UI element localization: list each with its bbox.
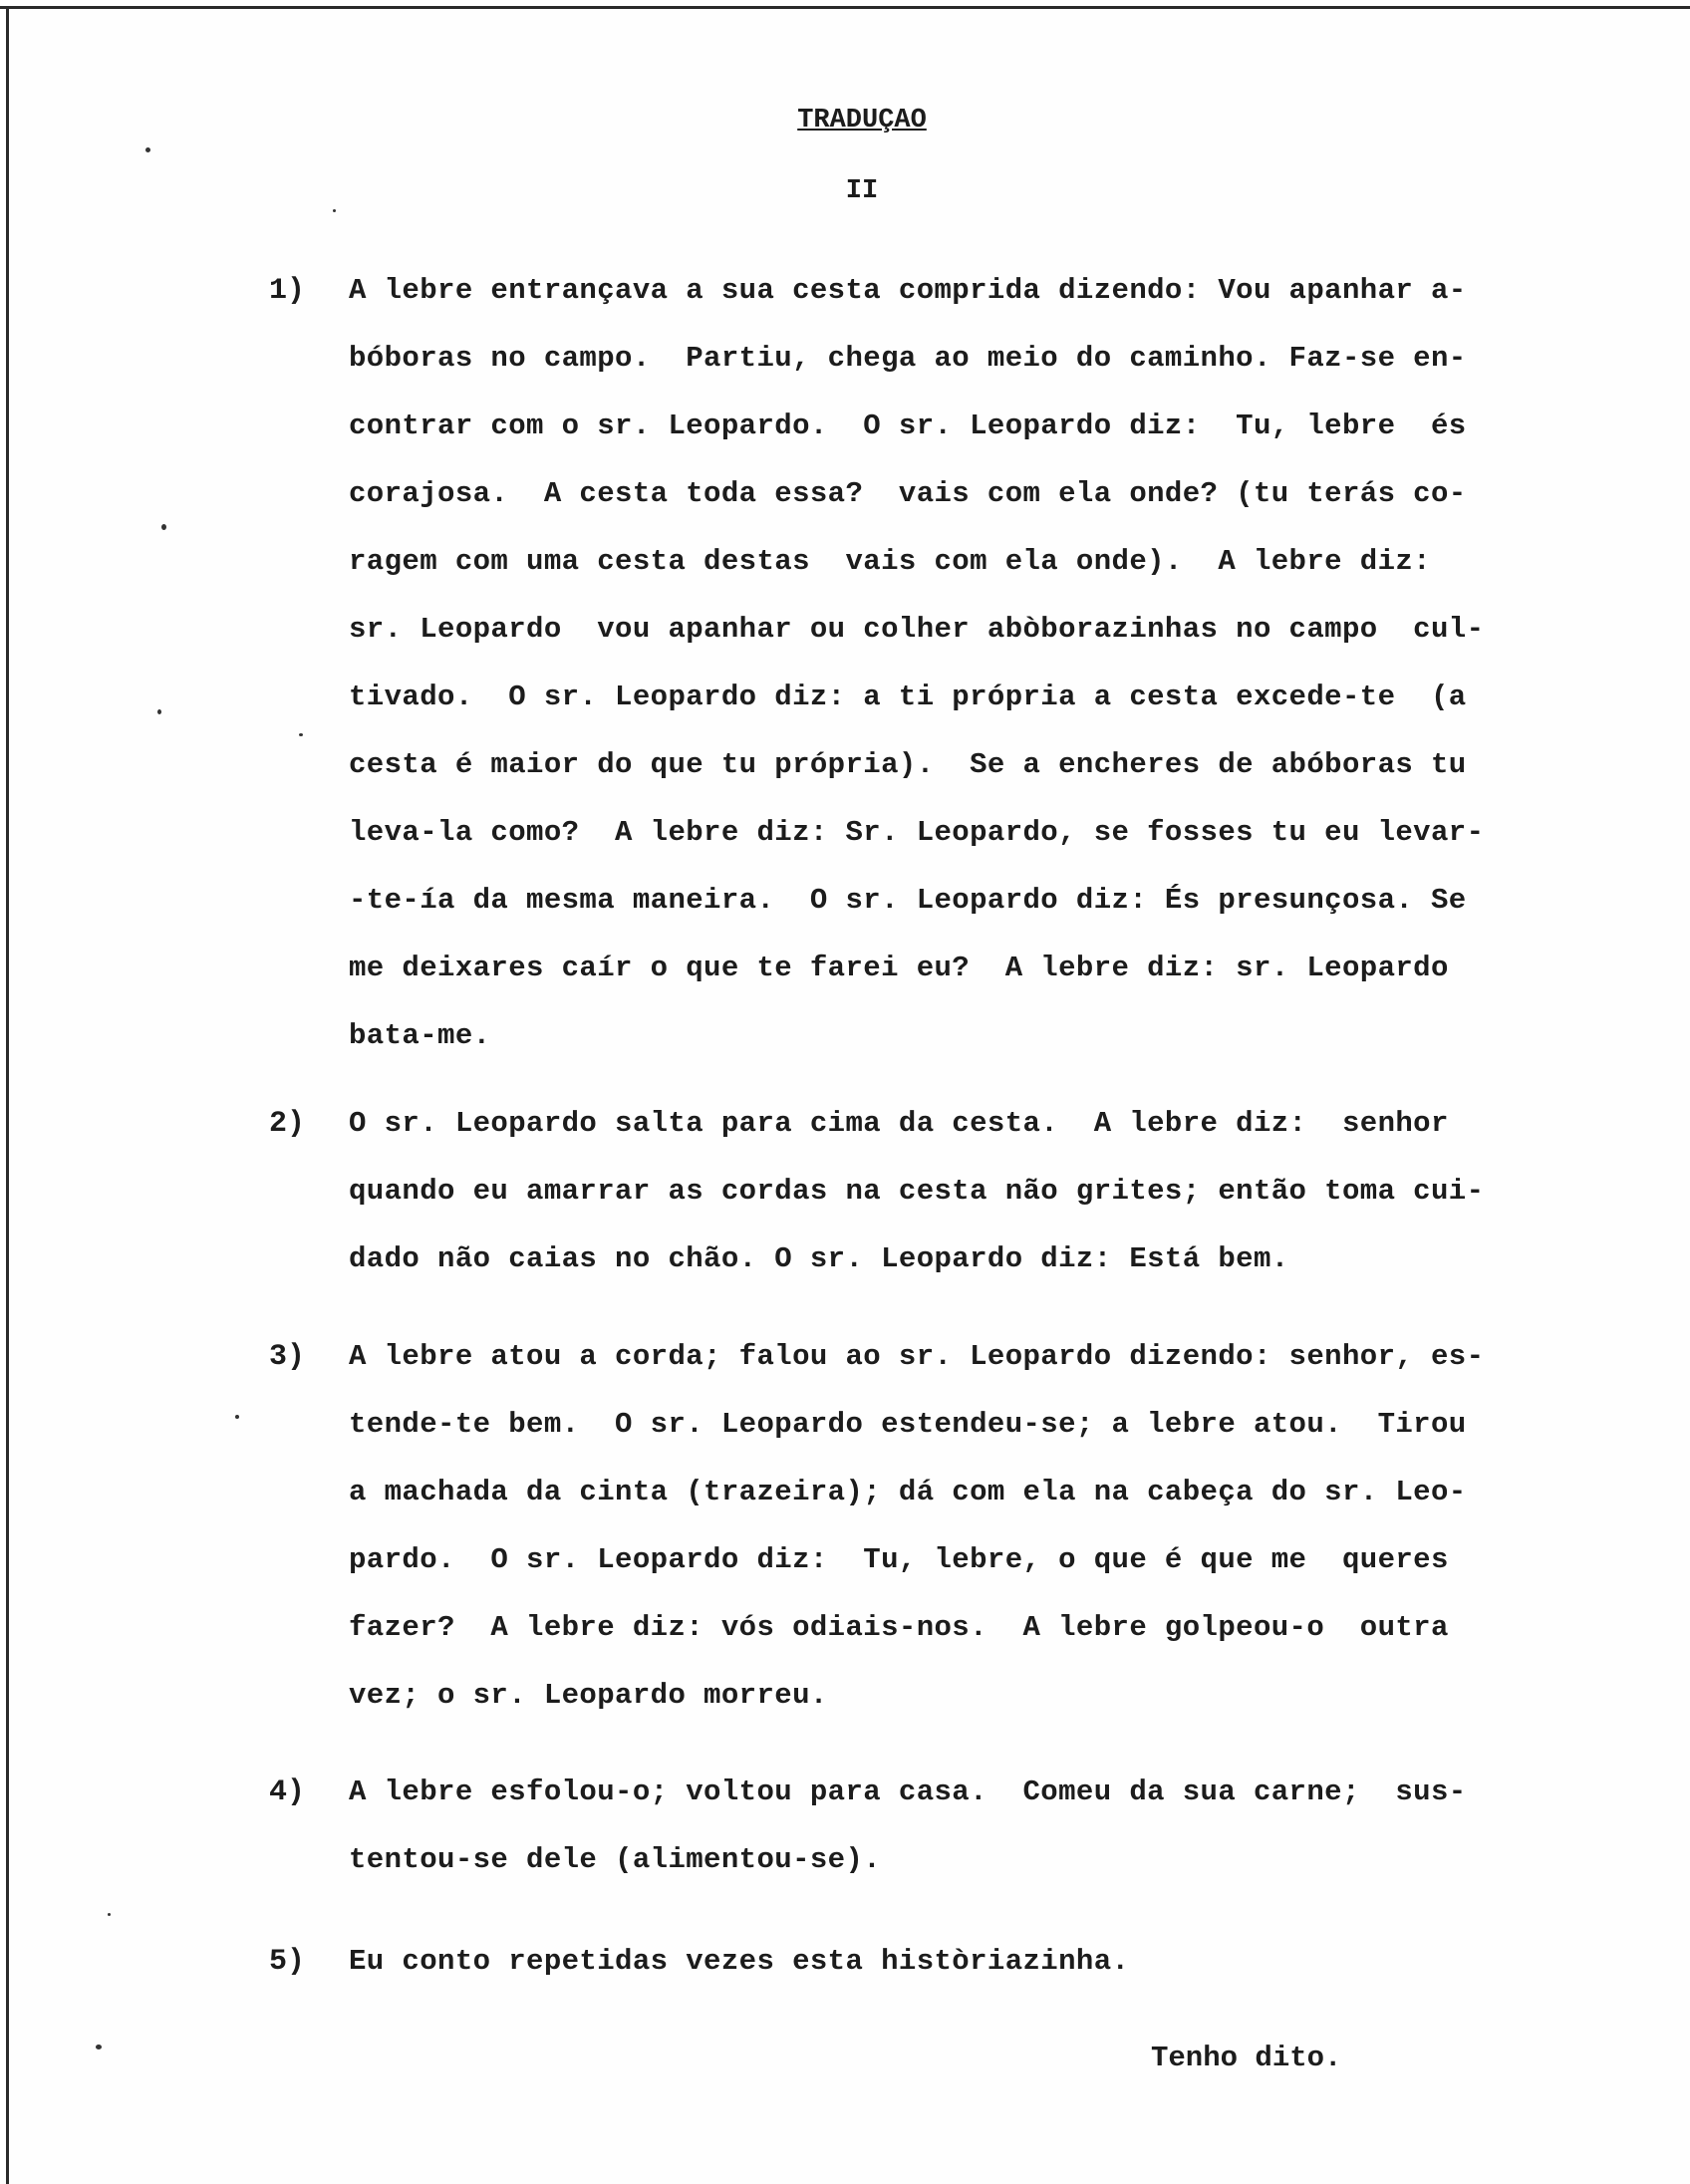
closing-remark: Tenho dito. (1151, 2042, 1342, 2074)
text-line: a machada da cinta (trazeira); dá com ela na cabeça do sr. Leo- (349, 1476, 1467, 1508)
text-line: Eu conto repetidas vezes esta històriazinha. (349, 1945, 1130, 1978)
text-line: me deixares caír o que te farei eu? A lebre diz: sr. Leopardo (349, 952, 1449, 984)
scan-speck (333, 209, 336, 212)
scan-speck (108, 1913, 111, 1916)
text-line: pardo. O sr. Leopardo diz: Tu, lebre, o que é que me queres (349, 1543, 1449, 1576)
text-line: -te-ía da mesma maneira. O sr. Leopardo diz: És presunçosa. Se (349, 884, 1467, 917)
document-subtitle: II (845, 176, 879, 206)
paragraph-text (349, 1323, 1634, 1730)
paragraph-text (349, 1090, 1634, 1293)
paragraph-text (349, 1759, 1634, 1894)
scan-speck (96, 2045, 102, 2049)
text-line: ragem com uma cesta destas vais com ela onde). A lebre diz: (349, 545, 1431, 578)
scan-speck (145, 147, 150, 152)
paragraph-number: 5) (269, 1945, 306, 1979)
text-line: A lebre esfolou-o; voltou para casa. Comeu da sua carne; sus- (349, 1775, 1467, 1808)
text-line: contrar com o sr. Leopardo. O sr. Leopardo diz: Tu, lebre és (349, 410, 1467, 442)
scan-speck (235, 1415, 239, 1419)
text-line: corajosa. A cesta toda essa? vais com ela onde? (tu terás co- (349, 477, 1467, 510)
paragraph-number: 2) (269, 1107, 306, 1141)
paragraph-number: 3) (269, 1340, 306, 1374)
paragraph-number: 1) (269, 274, 306, 308)
paragraph-number: 4) (269, 1775, 306, 1809)
document-title: TRADUÇAO (797, 106, 927, 136)
text-line: A lebre atou a corda; falou ao sr. Leopardo dizendo: senhor, es- (349, 1340, 1485, 1373)
paragraph-text (349, 257, 1634, 1070)
text-line: tende-te bem. O sr. Leopardo estendeu-se; a lebre atou. Tirou (349, 1408, 1467, 1441)
text-line: sr. Leopardo vou apanhar ou colher abòborazinhas no campo cul- (349, 613, 1485, 646)
paragraph-text (349, 1928, 1634, 1996)
text-line: dado não caias no chão. O sr. Leopardo diz: Está bem. (349, 1242, 1289, 1275)
text-line: A lebre entrançava a sua cesta comprida dizendo: Vou apanhar a- (349, 274, 1467, 307)
text-line: cesta é maior do que tu própria). Se a encheres de abóboras tu (349, 748, 1467, 781)
text-line: fazer? A lebre diz: vós odiais-nos. A lebre golpeou-o outra (349, 1611, 1449, 1644)
scan-speck (161, 524, 166, 530)
scan-speck (299, 733, 303, 736)
text-line: leva-la como? A lebre diz: Sr. Leopardo, se fosses tu eu levar- (349, 816, 1485, 849)
text-line: quando eu amarrar as cordas na cesta não grites; então toma cui- (349, 1175, 1485, 1208)
text-line: vez; o sr. Leopardo morreu. (349, 1679, 828, 1712)
scan-speck (157, 709, 161, 714)
text-line: O sr. Leopardo salta para cima da cesta. A lebre diz: senhor (349, 1107, 1449, 1140)
page-border-left (6, 6, 9, 2184)
text-line: bóboras no campo. Partiu, chega ao meio do caminho. Faz-se en- (349, 342, 1467, 375)
text-line: bata-me. (349, 1019, 491, 1052)
page-border-top (0, 6, 1690, 9)
text-line: tivado. O sr. Leopardo diz: a ti própria a cesta excede-te (a (349, 681, 1467, 713)
text-line: tentou-se dele (alimentou-se). (349, 1843, 882, 1876)
